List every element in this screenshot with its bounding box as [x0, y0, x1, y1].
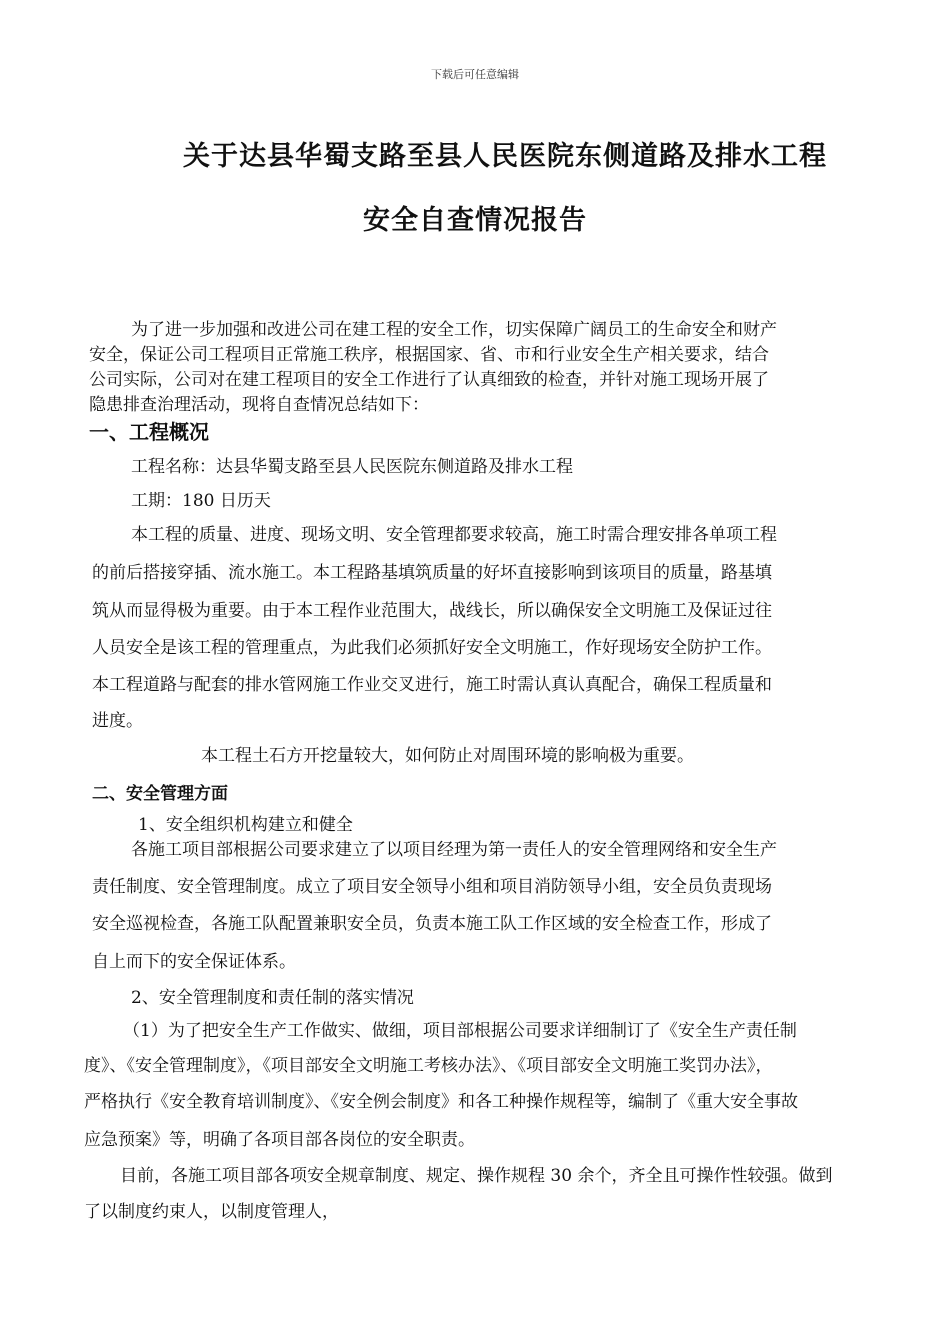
- org-line-4: 自上而下的安全保证体系。: [92, 952, 296, 972]
- org-line-2: 责任制度、安全管理制度。成立了项目安全领导小组和项目消防领导小组，安全员负责现场: [92, 877, 772, 897]
- intro-line-2: 安全，保证公司工程项目正常施工秩序，根据国家、省、市和行业安全生产相关要求，结合: [89, 345, 769, 365]
- rules-line-4: 应急预案》等，明确了各项目部各岗位的安全职责。: [84, 1130, 475, 1150]
- section1-heading: 一、工程概况: [89, 420, 209, 444]
- report-title-line1: 关于达县华蜀支路至县人民医院东侧道路及排水工程: [183, 141, 827, 172]
- rules-line-3: 严格执行《安全教育培训制度》、《安全例会制度》和各工种操作规程等，编制了《重大安全事故: [84, 1092, 798, 1112]
- intro-line-1: 为了进一步加强和改进公司在建工程的安全工作，切实保障广阔员工的生命安全和财产: [131, 320, 777, 340]
- overview-line-5: 本工程道路与配套的排水管网施工作业交叉进行，施工时需认真认真配合，确保工程质量和: [92, 675, 772, 695]
- header-note: 下载后可任意编辑: [431, 68, 519, 81]
- intro-line-3: 公司实际，公司对在建工程项目的安全工作进行了认真细致的检查，并针对施工现场开展了: [89, 370, 769, 390]
- rules-line-1: （1）为了把安全生产工作做实、做细，项目部根据公司要求详细制订了《安全生产责任制: [123, 1021, 797, 1041]
- section2-heading: 二、安全管理方面: [92, 784, 228, 804]
- earthwork-note: 本工程土石方开挖量较大，如何防止对周围环境的影响极为重要。: [201, 746, 694, 766]
- subsection1-title: 1、安全组织机构建立和健全: [138, 815, 353, 835]
- overview-line-6: 进度。: [92, 711, 143, 731]
- project-duration: 工期：180 日历天: [131, 491, 271, 511]
- overview-line-4: 人员安全是该工程的管理重点，为此我们必须抓好安全文明施工，作好现场安全防护工作。: [92, 638, 772, 658]
- project-name: 工程名称：达县华蜀支路至县人民医院东侧道路及排水工程: [131, 457, 573, 477]
- intro-line-4: 隐患排查治理活动，现将自查情况总结如下：: [89, 395, 429, 415]
- overview-line-2: 的前后搭接穿插、流水施工。本工程路基填筑质量的好坏直接影响到该项目的质量，路基填: [92, 563, 772, 583]
- overview-line-1: 本工程的质量、进度、现场文明、安全管理都要求较高，施工时需合理安排各单项工程: [131, 525, 777, 545]
- current-line-2: 了以制度约束人，以制度管理人，: [84, 1202, 339, 1222]
- current-line-1: 目前，各施工项目部各项安全规章制度、规定、操作规程 30 余个，齐全且可操作性较强。做到: [120, 1166, 833, 1186]
- report-title-line2: 安全自查情况报告: [363, 205, 587, 236]
- subsection2-title: 2、安全管理制度和责任制的落实情况: [131, 988, 414, 1008]
- org-line-3: 安全巡视检查，各施工队配置兼职安全员，负责本施工队工作区域的安全检查工作，形成了: [92, 914, 772, 934]
- overview-line-3: 筑从而显得极为重要。由于本工程作业范围大，战线长，所以确保安全文明施工及保证过往: [92, 601, 772, 621]
- org-line-1: 各施工项目部根据公司要求建立了以项目经理为第一责任人的安全管理网络和安全生产: [131, 840, 777, 860]
- rules-line-2: 度》、《安全管理制度》，《项目部安全文明施工考核办法》、《项目部安全文明施工奖罚办法》，: [84, 1056, 773, 1076]
